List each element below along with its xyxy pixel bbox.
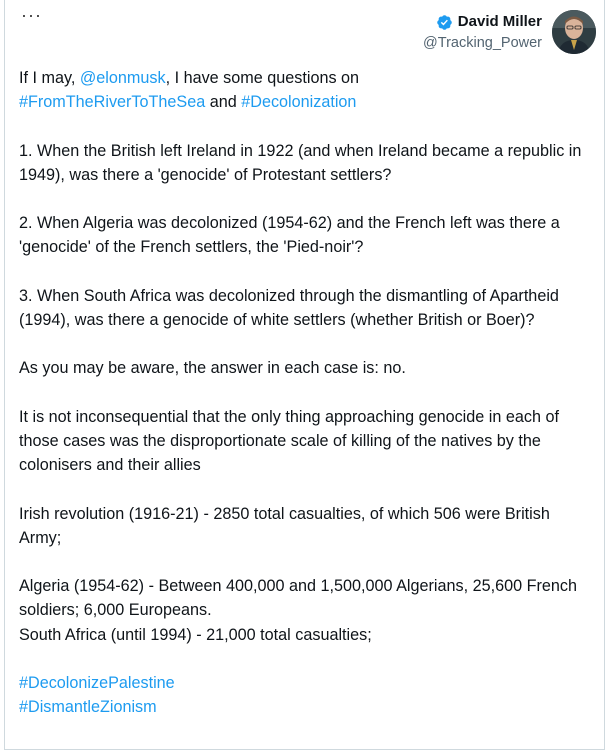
intro-paragraph — [19, 66, 589, 114]
avatar-image — [552, 10, 596, 54]
south-africa-casualties: South Africa (until 1994) - 21,000 total casualties; — [19, 625, 372, 644]
avatar[interactable] — [552, 10, 596, 54]
author-handle[interactable]: @Tracking_Power — [423, 35, 542, 51]
hashtags-paragraph — [19, 671, 589, 719]
hashtag-link[interactable]: #Decolonization — [241, 93, 357, 112]
intro-text-and: and — [205, 93, 242, 112]
question-1: 1. When the British left Ireland in 1922 (and when Ireland became a republic in 1949), was there a 'genocide' of Protestant settlers? — [19, 141, 582, 184]
hashtag-link[interactable]: #FromTheRiverToTheSea — [19, 93, 206, 112]
intro-text-mid: , I have some questions on — [165, 69, 360, 87]
question-2: 2. When Algeria was decolonized (1954-62) and the French left was there a 'genocide' of the French settlers, the 'Pied-noir'? — [19, 214, 560, 257]
more-options-button[interactable]: ··· — [21, 5, 42, 25]
author-info[interactable] — [423, 12, 542, 53]
intro-text: If I may, — [19, 69, 80, 87]
algeria-casualties: Algeria (1954-62) - Between 400,000 and 1,500,000 Algerians, 25,600 French soldiers; 6,000 Europeans. — [19, 577, 577, 620]
answer-paragraph: As you may be aware, the answer in each case is: no. — [19, 359, 406, 378]
ireland-casualties: Irish revolution (1916-21) - 2850 total casualties, of which 506 were British Army; — [19, 504, 550, 547]
hashtag-link[interactable]: #DismantleZionism — [19, 698, 157, 717]
observation-paragraph: It is not inconsequential that the only thing approaching genocide in each of those cases was the disproportionate scale of killing of the natives by the colonisers and their allies — [19, 407, 559, 475]
author-name-row — [423, 12, 542, 32]
author-name[interactable]: David Miller — [457, 13, 542, 30]
hashtag-link[interactable]: #DecolonizePalestine — [19, 673, 175, 692]
verified-badge-icon — [436, 14, 453, 31]
tweet-body — [19, 66, 589, 719]
question-3: 3. When South Africa was decolonized through the dismantling of Apartheid (1994), was there a genocide of white settlers (whether British or Boer)? — [19, 286, 559, 329]
tweet-card — [4, 0, 605, 750]
mention-link[interactable]: @elonmusk — [79, 69, 166, 87]
